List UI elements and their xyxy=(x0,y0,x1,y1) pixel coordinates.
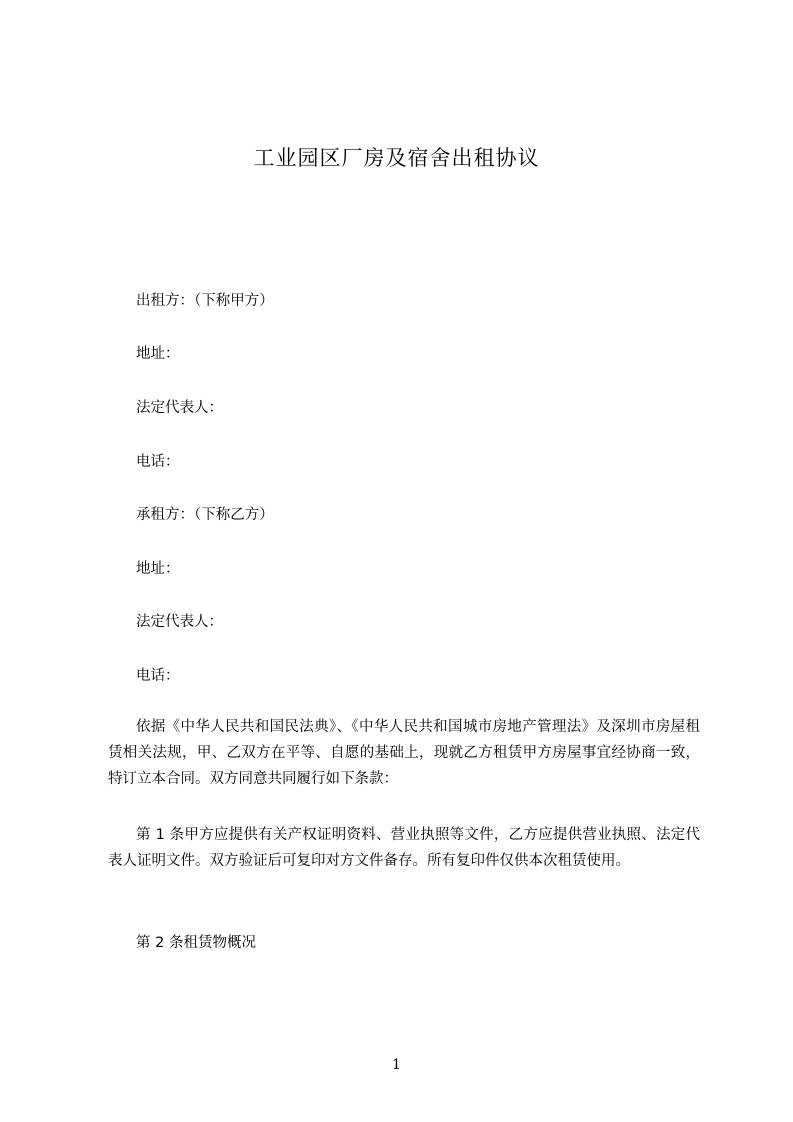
lessor-legal-rep-label: 法定代表人： xyxy=(136,400,223,416)
article-1-paragraph: 第 1 条甲方应提供有关产权证明资料、营业执照等文件，乙方应提供营业执照、法定代表人证明文件。双方验证后可复印对方文件备存。所有复印件仅供本次租赁使用。 xyxy=(108,827,700,869)
lessee-legal-rep-label: 法定代表人： xyxy=(136,614,223,630)
lessee-phone-label: 电话： xyxy=(136,668,180,684)
page-number: 1 xyxy=(392,1057,401,1073)
lessor-phone-label: 电话： xyxy=(136,454,180,470)
lessor-label: 出租方：（下称甲方） xyxy=(136,293,274,309)
preamble-paragraph: 依据《中华人民共和国民法典》、《中华人民共和国城市房地产管理法》及深圳市房屋租赁相关法规，甲、乙双方在平等、自愿的基础上，现就乙方租赁甲方房屋事宜经协商一致，特订立本合同。双方同意共同履行如下条款： xyxy=(108,719,700,787)
lessor-address-label: 地址： xyxy=(136,346,180,362)
document-title: 工业园区厂房及宿舍出租协议 xyxy=(253,146,540,170)
article-2-heading: 第 2 条租赁物概况 xyxy=(136,935,256,951)
lessee-label: 承租方：（下称乙方） xyxy=(136,507,274,523)
lessee-address-label: 地址： xyxy=(136,561,180,577)
